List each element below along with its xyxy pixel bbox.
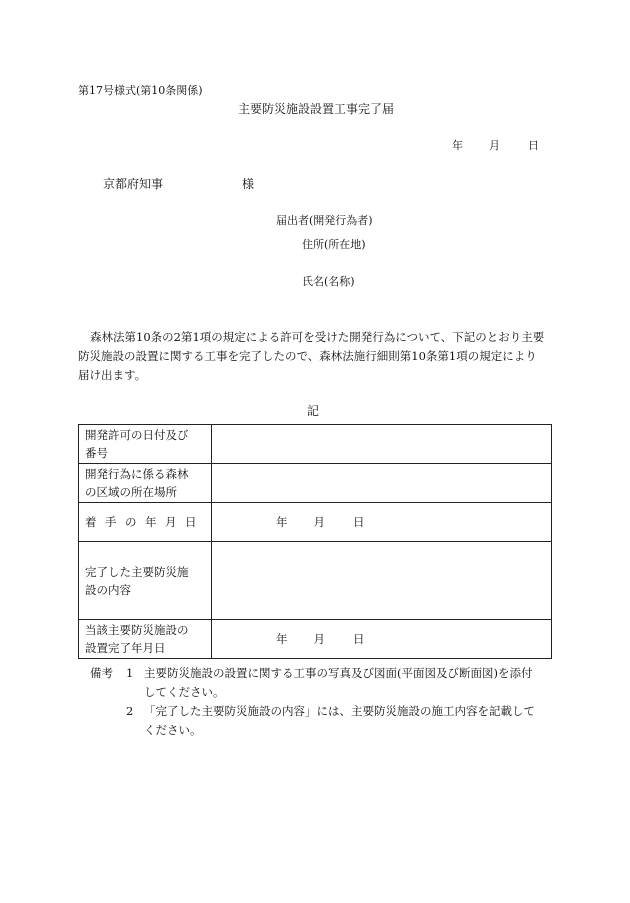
remark-number: 1 — [126, 666, 134, 680]
name-label: 氏名(名称) — [302, 275, 355, 288]
remark-text: 「完了した主要防災施設の内容」には、主要防災施設の施工内容を記載して ください。 — [144, 704, 535, 737]
addressee-honorific: 様 — [242, 177, 255, 191]
remarks — [90, 664, 564, 740]
permit-date-number-field[interactable] — [212, 425, 552, 464]
row-label: 開発許可の日付及び 番号 — [79, 425, 212, 464]
record-table — [78, 424, 552, 659]
row-label: 開発行為に係る森林 の区域の所在場所 — [79, 464, 212, 503]
row-label: 当該主要防災施設の 設置完了年月日 — [79, 620, 212, 659]
body-line: 届け出ます。 — [78, 368, 147, 382]
applicant-label: 届出者(開発行為者) — [276, 214, 373, 227]
addressee-name: 京都府知事 — [103, 177, 164, 191]
remark-item — [90, 664, 564, 702]
address-label: 住所(所在地) — [302, 238, 366, 251]
remark-number: 2 — [126, 704, 134, 718]
table-row — [79, 620, 552, 659]
form-title: 主要防災施設設置工事完了届 — [238, 102, 395, 116]
body-line: 防災施設の設置に関する工事を完了したので、森林法施行細則第10条第1項の規定により — [78, 349, 537, 363]
remark-text: 主要防災施設の設置に関する工事の写真及び図面(平面図及び断面図)を添付 してください。 — [144, 666, 533, 699]
start-date-field[interactable]: 年 月 日 — [212, 503, 552, 542]
date-year: 年 — [452, 139, 463, 152]
table-row — [79, 464, 552, 503]
remark-item — [90, 702, 564, 740]
date-day: 日 — [528, 139, 539, 152]
forest-location-field[interactable] — [212, 464, 552, 503]
table-row — [79, 503, 552, 542]
completion-date-field[interactable]: 年 月 日 — [212, 620, 552, 659]
row-label: 着手の年月日 — [79, 503, 212, 542]
table-row — [79, 425, 552, 464]
body-line: 森林法第10条の2第1項の規定による許可を受けた開発行為について、下記のとおり主要 — [90, 330, 545, 344]
facility-content-field[interactable] — [212, 542, 552, 620]
body-paragraph — [78, 328, 552, 385]
form-number: 第17号様式(第10条関係) — [78, 84, 203, 97]
submission-date — [452, 137, 539, 153]
date-month: 月 — [489, 139, 500, 152]
table-row — [79, 542, 552, 620]
row-label: 完了した主要防災施 設の内容 — [79, 542, 212, 620]
ki-heading: 記 — [307, 404, 320, 418]
remarks-heading: 備考 — [90, 666, 113, 680]
